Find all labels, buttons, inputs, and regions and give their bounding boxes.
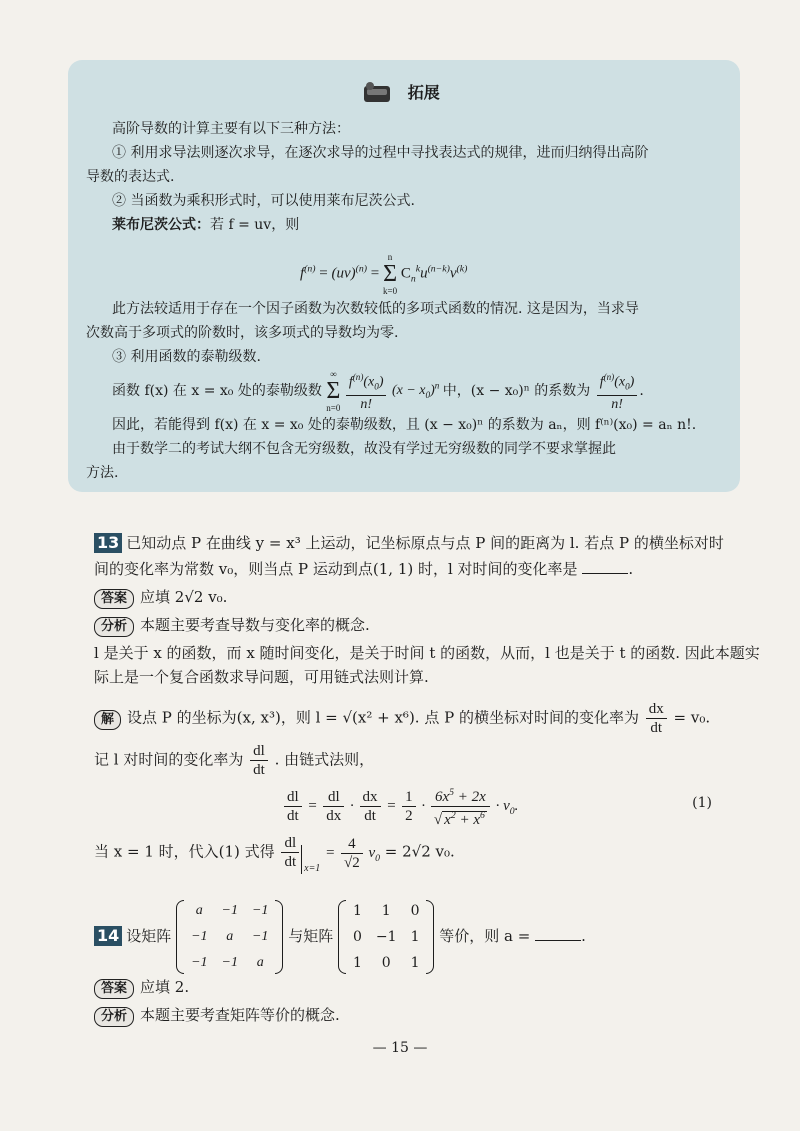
q13-stem-text-b: 间的变化率为常数 v₀，则当点 P 运动到点(1, 1) 时，l 对时间的变化率是 <box>94 560 578 578</box>
matrix-b <box>338 898 434 976</box>
q14-stem-text-c: 等价，则 a = <box>439 927 531 945</box>
matrix-b-cell: 1 <box>381 903 391 919</box>
q13-analysis: 本题主要考查导数与变化率的概念. <box>140 616 370 634</box>
matrix-a-cell: a <box>256 955 264 970</box>
taylor-text-a: 函数 f(x) 在 x = x₀ 处的泰勒级数 <box>112 383 322 400</box>
matrix-b-cell: 1 <box>353 903 362 919</box>
expansion-title: 拓展 <box>407 83 440 102</box>
note-line-a: 由于数学二的考试大纲不包含无穷级数，故没有学过无穷级数的同学不要求掌握此 <box>112 441 616 457</box>
matrix-b-cell: −1 <box>375 929 397 945</box>
expansion-intro: 高阶导数的计算主要有以下三种方法： <box>112 121 350 137</box>
method-3: ③ 利用函数的泰勒级数. <box>112 349 261 365</box>
matrix-b-cell: 0 <box>353 929 362 945</box>
note-line-b: 方法. <box>86 465 119 481</box>
q14-analysis: 本题主要考查矩阵等价的概念. <box>140 1006 340 1024</box>
q13-number: 13 <box>94 533 122 553</box>
matrix-a-cell: −1 <box>251 929 269 944</box>
matrix-b-cell: 1 <box>410 929 420 945</box>
chain-rule-equation: $\frac{dl}{dt}$ = $\frac{dl}{dx}$ · $\frac{dx}{dt}$ = $\frac{1}{2}$ · $\frac{6x^5 + 2x}{√ x^2 + x^6}$ · $v_0$. <box>282 784 518 829</box>
q13-answer: 应填 2√2 v₀. <box>140 588 228 606</box>
q14-answer-line <box>94 976 189 999</box>
matrix-b-cell: 1 <box>410 955 420 971</box>
q13-explain-b: 际上是一个复合函数求导问题，可用链式法则计算. <box>94 668 429 686</box>
q14-stem: 14 设矩阵 a −1 −1 −1 a −1 −1 −1 a 与矩阵 1 1 0 0 −1 1 1 0 1 等价，则 a = . <box>94 898 586 976</box>
applies-line-b: 次数高于多项式的阶数时，该多项式的导数均为零. <box>86 325 399 341</box>
q13-stem-a <box>94 532 724 554</box>
equation-number: (1) <box>692 795 712 811</box>
therefore-line: 因此，若能得到 f(x) 在 x = x₀ 处的泰勒级数，且 (x − x₀)ⁿ 的系数为 aₙ，则 f⁽ⁿ⁾(x₀) = aₙ n!. <box>112 417 697 433</box>
q13-sol2-text: 记 l 对时间的变化率为 <box>94 750 244 769</box>
q14-analysis-tag: 分析 <box>94 1007 134 1027</box>
matrix-a-cell: −1 <box>191 929 208 944</box>
matrix-a-cell: a <box>226 929 234 944</box>
matrix-a <box>176 898 283 976</box>
q14-number: 14 <box>94 926 122 946</box>
matrix-a-cell: a <box>195 903 203 918</box>
taylor-line: 函数 f(x) 在 x = x₀ 处的泰勒级数 ∞ Σ n=0 $\frac{f^{(n)}(x_0)}{n!}$ $(x - x_0)^n$ 中，(x − x₀)ⁿ 的系数为 $\frac{f^{(n)}(x_0)}{n!}$ . <box>112 369 644 414</box>
q13-answer-line <box>94 586 227 609</box>
q13-analysis-line <box>94 614 370 637</box>
q14-answer-tag: 答案 <box>94 979 134 999</box>
leibniz-formula: $f^{(n)} = (uv)^{(n)}$ = n Σ k=0 $C_n^ku^{(n-k)}v^{(k)}$ <box>300 252 468 296</box>
q14-answer-blank <box>535 926 581 941</box>
q14-stem-text-a: 设矩阵 <box>126 927 172 945</box>
solution-tag: 解 <box>94 710 121 730</box>
expansion-header <box>0 80 800 106</box>
q13-solution-1: 解 设点 P 的坐标为(x, x³)，则 l = √(x² + x⁶). 点 P 的横坐标对时间的变化率为 $\frac{dx}{dt}$ = v₀. <box>94 700 710 737</box>
q14-analysis-line <box>94 1004 340 1027</box>
q13-sol1-text: 设点 P 的坐标为(x, x³)，则 l = √(x² + x⁶). 点 P 的横坐标对时间的变化率为 <box>127 708 639 727</box>
matrix-a-cell: −1 <box>221 903 238 918</box>
q13-explain-a: l 是关于 x 的函数，而 x 随时间变化，是关于时间 t 的函数，从而，l 也是关于 t 的函数. 因此本题实 <box>94 644 760 662</box>
q13-sol1-tail: = v₀. <box>673 708 711 727</box>
q13-solution-2: 记 l 对时间的变化率为 $\frac{dl}{dt}$ . 由链式法则， <box>94 743 375 778</box>
matrix-a-cell: −1 <box>251 903 269 918</box>
q14-stem-text-b: 与矩阵 <box>288 927 334 945</box>
matrix-b-cell: 1 <box>353 955 362 971</box>
matrix-b-cell: 0 <box>410 903 420 919</box>
leibniz-line <box>112 214 299 236</box>
q14-answer: 应填 2. <box>140 978 190 996</box>
q13-sol3-text: 当 x = 1 时，代入(1) 式得 <box>94 842 275 861</box>
answer-tag: 答案 <box>94 589 134 609</box>
matrix-a-cell: −1 <box>221 955 238 970</box>
matrix-a-cell: −1 <box>191 955 208 970</box>
taylor-text-b: 中，(x − x₀)ⁿ 的系数为 <box>442 383 591 400</box>
leibniz-text: 若 f = uv，则 <box>210 217 300 233</box>
q13-stem-b: 间的变化率为常数 v₀，则当点 P 运动到点(1, 1) 时，l 对时间的变化率是 . <box>94 560 634 578</box>
q13-stem-text-a: 已知动点 P 在曲线 y = x³ 上运动，记坐标原点与点 P 间的距离为 l. 若点 P 的横坐标对时 <box>126 534 724 552</box>
q13-answer-blank <box>582 559 628 574</box>
q13-sol3-tail: = 2√2 v₀. <box>384 842 455 861</box>
q13-sol2-tail: . 由链式法则， <box>274 750 375 769</box>
method-1-line-a: ① 利用求导法则逐次求导，在逐次求导的过程中寻找表达式的规律，进而归纳得出高阶 <box>112 145 649 161</box>
page-number: — 15 — <box>372 1040 428 1056</box>
method-1-line-b: 导数的表达式. <box>86 169 175 185</box>
book-icon <box>360 82 396 106</box>
q13-solution-3: 当 x = 1 时，代入(1) 式得 $\frac{dl}{dt}$ $_{x=1}$ = $\frac{4}{√2}$ $v_0 = 2√2$ v₀. <box>94 835 455 874</box>
matrix-b-cell: 0 <box>381 955 391 971</box>
applies-line-a: 此方法较适用于存在一个因子函数为次数较低的多项式函数的情况. 这是因为，当求导 <box>112 301 639 317</box>
analysis-tag: 分析 <box>94 617 134 637</box>
leibniz-label: 莱布尼茨公式： <box>112 217 210 233</box>
method-2: ② 当函数为乘积形式时，可以使用莱布尼茨公式. <box>112 193 415 209</box>
